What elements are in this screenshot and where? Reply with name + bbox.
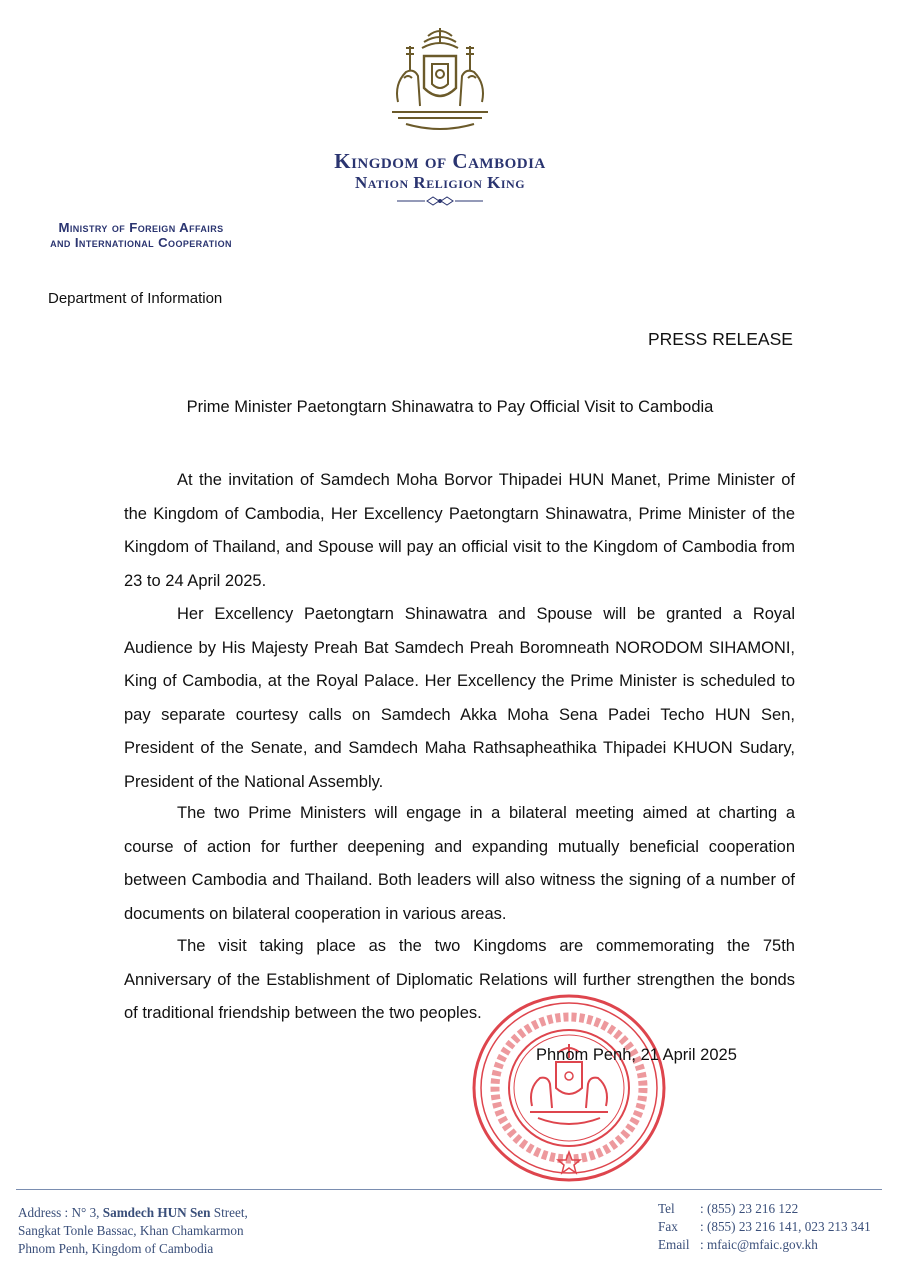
body-paragraph-1: At the invitation of Samdech Moha Borvor Thipadei HUN Manet, Prime Minister of the Kingdom of Cambodia, Her Excellency Paetongtarn Shinawatra, Prime Minister of the Kingdom of Thailand, and Spouse will pay an official visit to the Kingdom of Cambodia from 23 to 24 April 2025. xyxy=(124,471,795,590)
royal-arms-emblem-icon xyxy=(380,26,500,138)
address-line-3: Phnom Penh, Kingdom of Cambodia xyxy=(18,1241,214,1256)
dateline: Phnom Penh, 21 April 2025 xyxy=(536,1046,737,1064)
press-release-headline: Prime Minister Paetongtarn Shinawatra to Pay Official Visit to Cambodia xyxy=(186,398,714,416)
body-paragraph-2: Her Excellency Paetongtarn Shinawatra and Spouse will be granted a Royal Audience by His Majesty Preah Bat Samdech Preah Boromneath NORODOM SIHAMONI, King of Cambodia, at the Royal Palace. Her Excellency the Prime Minister is scheduled to pay separate courtesy calls on Samdech Akka Moha Sena Padei Techo HUN Sen, President of the Senate, and Samdech Maha Rathsapheathika Thipadei KHUON Sudary, President of the National Assembly. xyxy=(124,605,795,791)
footer-divider xyxy=(16,1189,882,1190)
national-motto: Nation Religion King xyxy=(354,173,526,192)
department-name: Department of Information xyxy=(48,290,223,307)
address-line-1: Address : N° 3, Samdech HUN Sen Street, xyxy=(18,1205,248,1220)
ministry-name-line1: Ministry of Foreign Affairs xyxy=(58,220,224,235)
document-type: PRESS RELEASE xyxy=(648,329,793,349)
footer-contact xyxy=(658,1200,871,1254)
body-paragraph-3: The two Prime Ministers will engage in a bilateral meeting aimed at charting a course of action for further deepening and expanding mutually beneficial cooperation between Cambodia and Thailand. Both leaders will also witness the signing of a number of documents on bilateral cooperation in various areas. xyxy=(124,804,795,923)
contact-fax: Fax : (855) 23 216 141, 023 213 341 xyxy=(658,1219,871,1234)
body-paragraph-4: The visit taking place as the two Kingdoms are commemorating the 75th Anniversary of the Establishment of Diplomatic Relations will further strengthen the bonds of traditional friendship between the two peoples. xyxy=(124,937,795,1023)
footer-address xyxy=(18,1204,248,1258)
ministry-seal-icon xyxy=(470,992,668,1184)
contact-tel: Tel : (855) 23 216 122 xyxy=(658,1201,799,1216)
ministry-name-line2: and International Cooperation xyxy=(50,235,232,250)
ornament-divider-icon xyxy=(395,194,485,208)
kingdom-title: Kingdom of Cambodia xyxy=(334,149,546,173)
contact-email: Email : mfaic@mfaic.gov.kh xyxy=(658,1237,818,1252)
address-line-2: Sangkat Tonle Bassac, Khan Chamkarmon xyxy=(18,1223,244,1238)
